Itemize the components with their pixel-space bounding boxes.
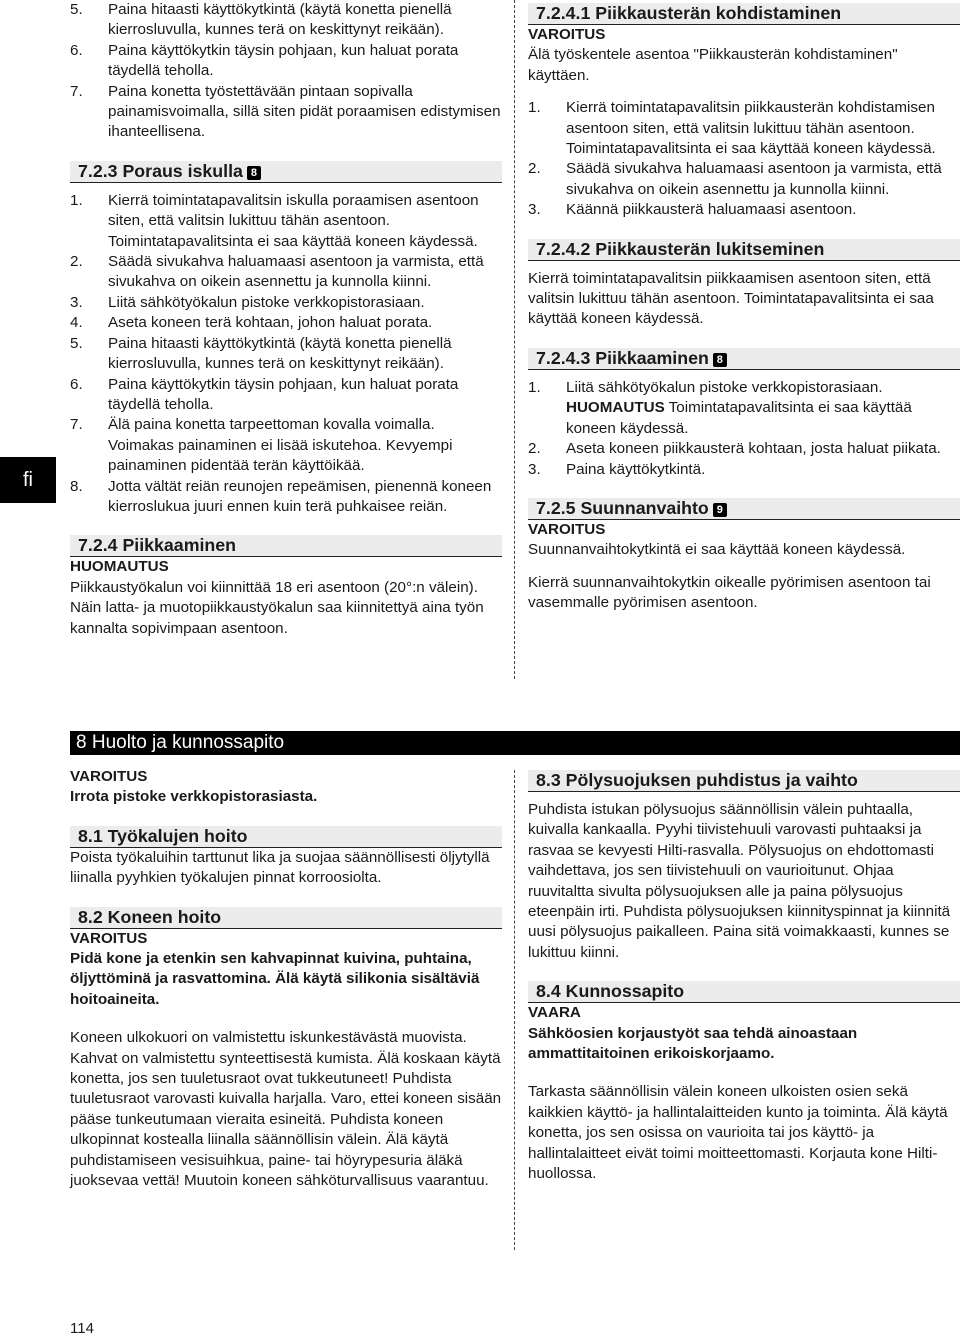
step-number: 1. (70, 191, 83, 209)
list-item (70, 415, 502, 476)
step-text: Paina hitaasti käyttökytkintä (käytä konetta pienellä kierrosluvulla, kunnes terä on keskittynyt reikään). (108, 1, 452, 39)
drilling-steps-list (70, 191, 502, 518)
section-heading-8-3: 8.3 Pölysuojuksen puhdistus ja vaihto (528, 770, 960, 792)
step-text: Kierrä toimintatapavalitsin iskulla poraamisen asentoon siten, että valitsin lukittuu tähän asentoon. Toimintatapavalitsinta ei saa käyttää koneen käydessä. (108, 191, 479, 250)
step-number: 2. (528, 440, 541, 458)
step-text: Liitä sähkötyökalun pistoke verkkopistorasiaan. (108, 293, 425, 311)
list-item (70, 252, 502, 293)
figure-badge: 8 (247, 166, 261, 180)
list-item (70, 82, 502, 143)
list-item (528, 159, 960, 200)
notice-label: HUOMAUTUS (70, 558, 169, 576)
warning-text: Suunnanvaihtokytkintä ei saa käyttää koneen käydessä. (528, 541, 906, 559)
warning-text: Irrota pistoke verkkopistorasiasta. (70, 788, 318, 806)
step-number: 3. (528, 201, 541, 219)
direction-text: Kierrä suunnanvaihtokytkin oikealle pyörimisen asentoon tai vasemmalle pyörimisen asentoon. (528, 573, 931, 612)
bottom-right-column (528, 770, 960, 1185)
section-heading-8-4: 8.4 Kunnossapito (528, 981, 960, 1003)
bottom-left-column (70, 767, 502, 1192)
list-item (528, 200, 960, 220)
figure-badge: 9 (713, 503, 727, 517)
list-item (70, 293, 502, 313)
step-text: Paina käyttökytkin täysin pohjaan, kun haluat porata täydellä teholla. (108, 41, 459, 80)
section-heading-8-2: 8.2 Koneen hoito (70, 907, 502, 929)
step-number: 6. (70, 375, 83, 393)
list-item (528, 378, 960, 439)
warning-label: VAROITUS (528, 26, 606, 43)
warning-label: VAROITUS (70, 768, 148, 785)
alignment-steps-list (528, 98, 960, 220)
step-number: 7. (70, 82, 83, 100)
step-number: 6. (70, 41, 83, 59)
list-item (528, 460, 960, 480)
list-item (70, 477, 502, 518)
language-tab: fi (0, 457, 56, 503)
step-number: 4. (70, 314, 83, 332)
column-divider-bottom (514, 770, 515, 1250)
section-heading-7-2-4-1: 7.2.4.1 Piikkausterän kohdistaminen (528, 3, 960, 25)
step-text: Säädä sivukahva haluamaasi asentoon ja varmista, että sivukahva on oikein asennettu ja kunnolla kiinni. (108, 253, 484, 291)
step-text: Paina konetta työstettävään pintaan sopivalla painamisvoimalla, sillä siten pidät poraamisen edistymisen ihanteellisena. (108, 82, 501, 141)
step-text: Jotta vältät reiän reunojen repeämisen, pienennä koneen kierroslukua juuri ennen kuin terä puhkaisee reiän. (108, 477, 492, 515)
step-text: Liitä sähkötyökalun pistoke verkkopistorasiaan. (566, 378, 883, 396)
maintenance-text: Tarkasta säännöllisin välein koneen ulkoisten osien sekä kaikkien käyttö- ja hallintalaitteiden kunto ja toiminta. Älä käytä konetta, jos sen osissa on vaurioita tai jos käyttö- ja hallintalaitteet eivät toimi moitteettomasti. Korjauta kone Hilti-huollossa. (528, 1083, 948, 1183)
heading-text: 7.2.3 Poraus iskulla (78, 160, 243, 181)
step-number: 8. (70, 477, 83, 495)
step-text: Aseta koneen terä kohtaan, johon haluat porata. (108, 314, 433, 332)
step-number: 1. (528, 99, 541, 117)
section-heading-7-2-4: 7.2.4 Piikkaaminen (70, 535, 502, 557)
figure-badge: 8 (713, 353, 727, 367)
notice-text: Toimintatapavalitsinta ei saa käyttää koneen käydessä. (566, 399, 912, 437)
notice-label: HUOMAUTUS (566, 399, 665, 417)
step-number: 5. (70, 1, 83, 18)
list-item (70, 0, 502, 41)
tool-care-text: Poista työkaluihin tarttunut lika ja suojaa säännöllisesti öljytyllä liinalla pyyhkien työkalujen pinnat korroosiolta. (70, 848, 490, 887)
list-item (70, 375, 502, 416)
locking-text: Kierrä toimintatapavalitsin piikkaamisen asentoon siten, että valitsin lukittuu tähän asentoon. Toimintatapavalitsinta ei saa käyttää koneen käydessä. (528, 269, 934, 328)
step-number: 7. (70, 416, 83, 434)
step-number: 3. (528, 460, 541, 478)
continued-steps-list (70, 0, 502, 143)
step-number: 3. (70, 293, 83, 311)
chiselling-steps-list (528, 378, 960, 480)
step-text: Säädä sivukahva haluamaasi asentoon ja varmista, että sivukahva on oikein asennettu ja kunnolla kiinni. (566, 160, 942, 198)
heading-text: 7.2.4.3 Piikkaaminen (536, 347, 709, 368)
step-text: Paina käyttökytkintä. (566, 460, 706, 478)
dust-cap-text: Puhdista istukan pölysuojus säännöllisin välein puhtaalla, kuivalla kankaalla. Pyyhi tiivistehuuli varovasti puhtaaksi ja rasvaa se kevyesti Hilti-rasvalla. Pölysuojus on ehdottomasti vaihdettava, jos sen tiivistehuuli on vaurioitunut. Ohjaa ruuvitaltta sivulta pölysuojuksen alle ja paina pölysuojus eteenpäin irti. Puhdista pölysuojuksen kiinnityspinnat ja kiinnitä uusi pölysuojus paikalleen. Paina sitä voimakkaasti, kunnes se lukittuu kiinni. (528, 801, 951, 961)
list-item (70, 41, 502, 82)
page-number: 114 (70, 1320, 94, 1337)
step-number: 1. (528, 378, 541, 396)
step-text: Kierrä toimintatapavalitsin piikkausterän kohdistamisen asentoon siten, että valitsin lukittuu tähän asentoon. Toimintatapavalitsinta ei saa käyttää koneen käydessä. (566, 99, 936, 158)
machine-care-text: Koneen ulkokuori on valmistettu iskunkestävästä muovista. Kahvat on valmistettu synteettisestä kumista. Älä koskaan käytä konetta, jos sen tuuletusraot ovat tukkeutuneet! Puhdista tuuletusraot varovasti kuivalla harjalla. Varo, ettei koneen sisään pääse tunkeutumaan vieraita esineitä. Puhdista koneen ulkopinnat kostealla liinalla säännöllisin välein. Älä käytä puhdistamiseen vesisuihkua, paine- tai höyrypesuria äläkä juoksevaa vettä! Muutoin koneen sähköturvallisuus vaarantuu. (70, 1029, 502, 1190)
list-item (528, 439, 960, 459)
list-item (70, 191, 502, 252)
list-item (70, 313, 502, 333)
section-heading-8-1: 8.1 Työkalujen hoito (70, 826, 502, 848)
heading-text: 7.2.5 Suunnanvaihto (536, 497, 709, 518)
column-divider-top (514, 0, 515, 679)
danger-text: Sähköosien korjaustyöt saa tehdä ainoastaan ammattitaitoinen erikoiskorjaamo. (528, 1024, 858, 1063)
list-item (70, 334, 502, 375)
step-text: Paina käyttökytkin täysin pohjaan, kun haluat porata täydellä teholla. (108, 375, 459, 413)
warning-label: VAROITUS (70, 929, 148, 947)
section-heading-7-2-4-3 (528, 348, 960, 370)
step-text: Käännä piikkausterä haluamaasi asentoon. (566, 201, 857, 219)
section-heading-7-2-4-2: 7.2.4.2 Piikkausterän lukitseminen (528, 239, 960, 261)
step-number: 5. (70, 334, 83, 352)
warning-text: Älä työskentele asentoa "Piikkausterän kohdistaminen" käyttäen. (528, 46, 898, 84)
step-text: Älä paina konetta tarpeettoman kovalla voimalla. Voimakas painaminen ei lisää iskutehoa. Kevyempi painaminen pidentää terän käyttöikää. (108, 416, 453, 475)
section-heading-7-2-5 (528, 498, 960, 520)
warning-label: VAROITUS (528, 520, 606, 538)
danger-label: VAARA (528, 1004, 581, 1022)
top-right-column (528, 3, 960, 614)
list-item (528, 98, 960, 159)
step-number: 2. (528, 160, 541, 178)
top-left-column (70, 0, 502, 639)
step-number: 2. (70, 253, 83, 271)
warning-text: Pidä kone ja etenkin sen kahvapinnat kuivina, puhtaina, öljyttöminä ja rasvattomina. Älä käytä silikonia sisältäviä hoitoaineita. (70, 950, 480, 1008)
step-text: Paina hitaasti käyttökytkintä (käytä konetta pienellä kierrosluvulla, kunnes terä on keskittynyt reikään). (108, 334, 452, 373)
step-text: Aseta koneen piikkausterä kohtaan, josta haluat piikata. (566, 440, 941, 458)
section-heading-7-2-3 (70, 161, 502, 183)
chapter-title-bar: 8 Huolto ja kunnossapito (70, 731, 960, 755)
notice-text: Piikkaustyökalun voi kiinnittää 18 eri asentoon (20°:n välein). Näin latta- ja muotopiikkaustyökalun saa kiinnitettyä aina työn kannalta sopivimpaan asentoon. (70, 578, 484, 637)
